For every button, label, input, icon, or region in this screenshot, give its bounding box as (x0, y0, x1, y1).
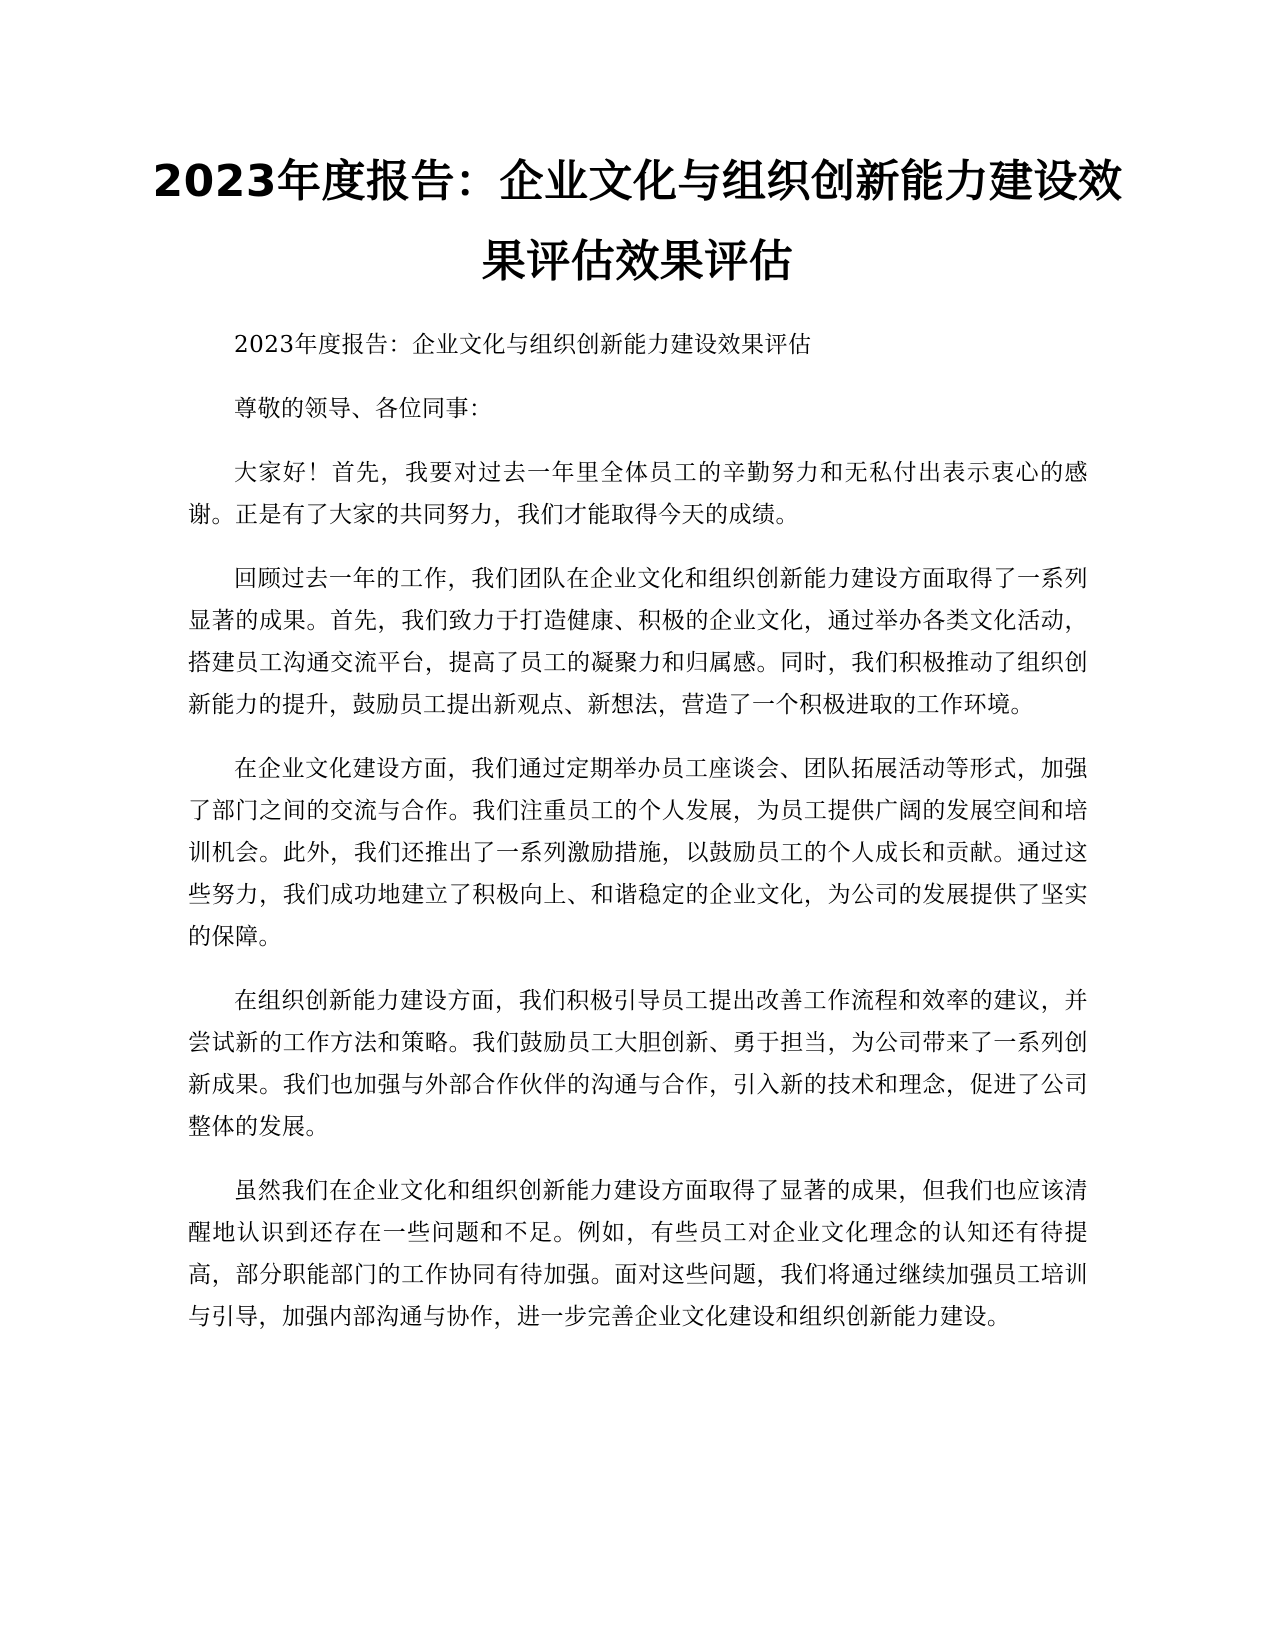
paragraph-culture: 在企业文化建设方面，我们通过定期举办员工座谈会、团队拓展活动等形式，加强了部门之间的交流与合作。我们注重员工的个人发展，为员工提供广阔的发展空间和培训机会。此外，我们还推出了一系列激励措施，以鼓励员工的个人成长和贡献。通过这些努力，我们成功地建立了积极向上、和谐稳定的企业文化，为公司的发展提供了坚实的保障。 (188, 756, 1088, 950)
paragraph-issues: 虽然我们在企业文化和组织创新能力建设方面取得了显著的成果，但我们也应该清醒地认识到还存在一些问题和不足。例如，有些员工对企业文化理念的认知还有待提高，部分职能部门的工作协同有待加强。面对这些问题，我们将通过继续加强员工培训与引导，加强内部沟通与协作，进一步完善企业文化建设和组织创新能力建设。 (188, 1178, 1088, 1330)
paragraph-innovation: 在组织创新能力建设方面，我们积极引导员工提出改善工作流程和效率的建议，并尝试新的工作方法和策略。我们鼓励员工大胆创新、勇于担当，为公司带来了一系列创新成果。我们也加强与外部合作伙伴的沟通与合作，引入新的技术和理念，促进了公司整体的发展。 (188, 988, 1088, 1140)
paragraph-salutation: 尊敬的领导、各位同事： (234, 396, 493, 422)
paragraph-subtitle: 2023年度报告：企业文化与组织创新能力建设效果评估 (234, 332, 812, 358)
document-title: 2023年度报告：企业文化与组织创新能力建设效果评估效果评估 (152, 156, 1123, 287)
document-body (188, 324, 1088, 1360)
paragraph-review: 回顾过去一年的工作，我们团队在企业文化和组织创新能力建设方面取得了一系列显著的成果。首先，我们致力于打造健康、积极的企业文化，通过举办各类文化活动，搭建员工沟通交流平台，提高了员工的凝聚力和归属感。同时，我们积极推动了组织创新能力的提升，鼓励员工提出新观点、新想法，营造了一个积极进取的工作环境。 (188, 566, 1088, 718)
paragraph-greeting: 大家好！首先，我要对过去一年里全体员工的辛勤努力和无私付出表示衷心的感谢。正是有了大家的共同努力，我们才能取得今天的成绩。 (188, 460, 1088, 528)
